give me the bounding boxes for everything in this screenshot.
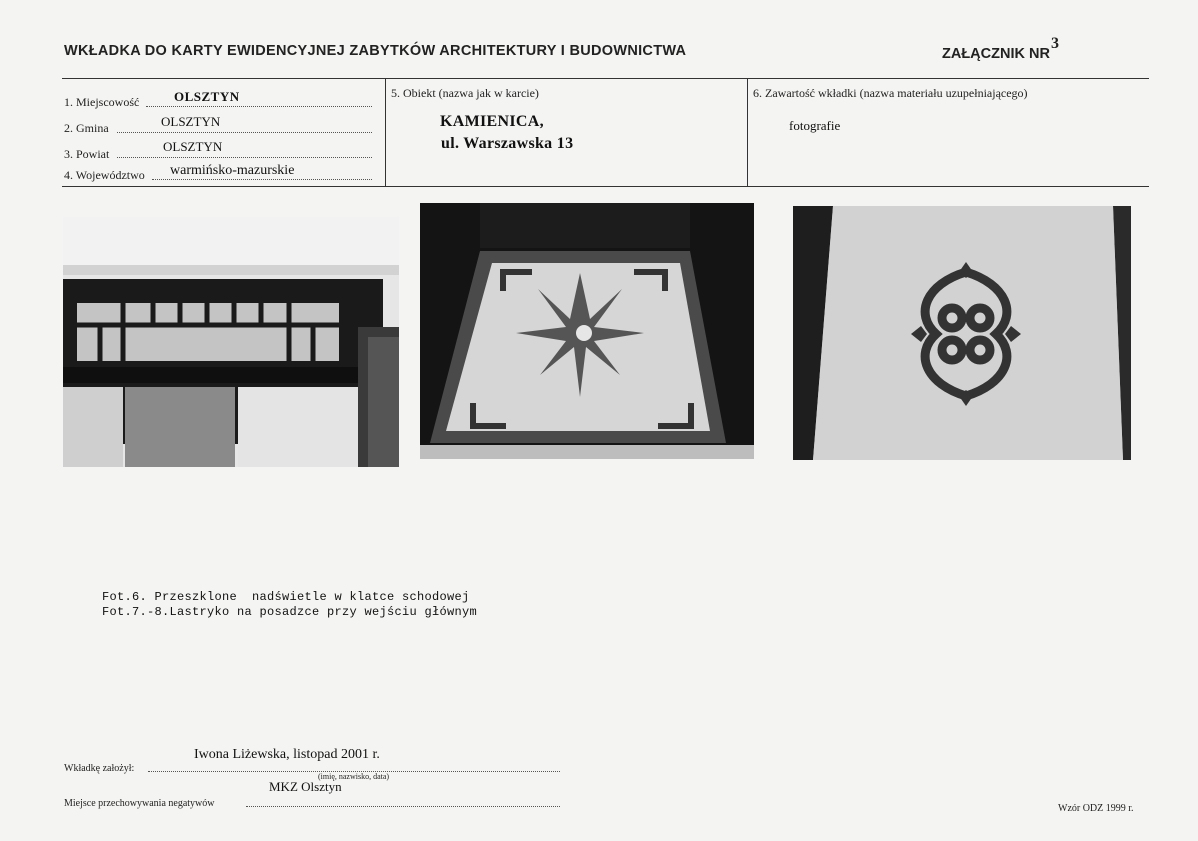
column-divider-2 [747, 78, 748, 186]
table-bottom-border [62, 186, 1149, 187]
zawartosc-value: fotografie [789, 118, 841, 133]
miejscowosc-label: 1. Miejscowość [64, 95, 140, 109]
miejsce-label: Miejsce przechowywania negatywów [64, 798, 215, 809]
gmina-value: OLSZTYN [161, 114, 221, 129]
powiat-line [117, 157, 372, 158]
gmina-label: 2. Gmina [64, 121, 109, 135]
powiat-value: OLSZTYN [163, 139, 223, 154]
wojewodztwo-line [152, 179, 372, 180]
photo-transom [63, 217, 399, 467]
caption-line-1: Fot.6. Przeszklone nadświetle w klatce schodowej [102, 590, 470, 604]
table-top-border [62, 78, 1149, 79]
miejsce-line [246, 806, 560, 807]
photo-terrazzo-star [420, 203, 754, 459]
annex-label-text: ZAŁĄCZNIK NR [942, 45, 1050, 62]
miejsce-value: MKZ Olsztyn [269, 779, 342, 794]
gmina-line [117, 132, 372, 133]
annex-number: 3 [1050, 35, 1059, 52]
zawartosc-label: 6. Zawartość wkładki (nazwa materiału uzupełniającego) [753, 86, 1028, 100]
powiat-label: 3. Powiat [64, 147, 110, 161]
column-divider-1 [385, 78, 386, 186]
form-title: WKŁADKA DO KARTY EWIDENCYJNEJ ZABYTKÓW ARCHITEKTURY I BUDOWNICTWA [64, 43, 687, 59]
caption-line-2: Fot.7.-8.Lastryko na posadzce przy wejściu głównym [102, 605, 478, 619]
miejscowosc-line [146, 106, 372, 107]
annex-label [942, 35, 1059, 62]
photo-terrazzo-ornament-image [793, 206, 1131, 460]
obiekt-address: ul. Warszawska 13 [441, 135, 574, 152]
zalozyl-hint: (imię, nazwisko, data) [318, 772, 390, 781]
photo-transom-image [63, 217, 399, 467]
zalozyl-value: Iwona Liżewska, listopad 2001 r. [194, 747, 380, 762]
wojewodztwo-label: 4. Województwo [64, 168, 145, 182]
miejscowosc-value: OLSZTYN [174, 89, 240, 104]
photo-terrazzo-star-image [420, 203, 754, 459]
obiekt-name: KAMIENICA, [440, 113, 544, 130]
zalozyl-label: Wkładkę założył: [64, 763, 135, 774]
wojewodztwo-value: warmińsko-mazurskie [170, 163, 295, 178]
obiekt-label: 5. Obiekt (nazwa jak w karcie) [391, 86, 539, 100]
wzor-label: Wzór ODZ 1999 r. [1058, 803, 1134, 814]
photo-terrazzo-ornament [793, 206, 1131, 460]
